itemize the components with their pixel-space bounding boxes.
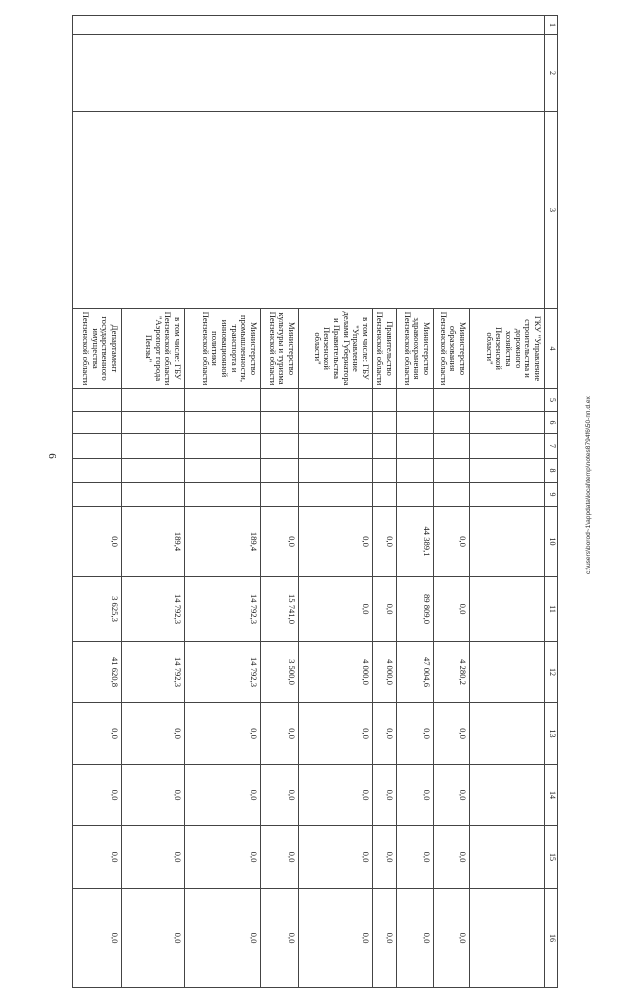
empty-cell [73, 459, 122, 483]
value-cell [470, 703, 545, 765]
cell-col3 [73, 112, 545, 309]
value-cell [470, 889, 545, 988]
value-cell: 0,0 [299, 507, 373, 577]
value-cell [470, 765, 545, 826]
agency-cell: в том числе: ГБУ "Управление делами Губернатора и Правительства Пензенской области" [299, 309, 373, 389]
value-cell [470, 577, 545, 642]
empty-cell [470, 459, 545, 483]
value-cell: 14 792,3 [122, 642, 185, 703]
empty-cell [122, 483, 185, 507]
value-cell: 0,0 [397, 703, 434, 765]
value-cell: 0,0 [434, 889, 470, 988]
empty-cell [73, 434, 122, 459]
cell-col1 [73, 16, 545, 35]
value-cell: 0,0 [299, 577, 373, 642]
value-cell: 15 741,0 [261, 577, 299, 642]
empty-cell [185, 459, 261, 483]
empty-cell [261, 412, 299, 434]
value-cell: 0,0 [434, 703, 470, 765]
value-cell: 0,0 [185, 826, 261, 889]
table-row [470, 16, 545, 988]
value-cell: 189,4 [122, 507, 185, 577]
agency-cell: Министерство промышленности, транспорта и инновационной политики Пензенской области [185, 309, 261, 389]
empty-cell [299, 459, 373, 483]
agency-cell: Министерство культуры и туризма Пензенской области [261, 309, 299, 389]
empty-cell [122, 459, 185, 483]
empty-cell [299, 412, 373, 434]
column-header: 4 [545, 309, 558, 389]
value-cell: 4 000,0 [299, 642, 373, 703]
empty-cell [185, 483, 261, 507]
empty-cell [397, 459, 434, 483]
value-cell: 0,0 [185, 765, 261, 826]
value-cell: 47 004,6 [397, 642, 434, 703]
value-cell: 0,0 [261, 507, 299, 577]
value-cell: 0,0 [122, 703, 185, 765]
value-cell: 0,0 [73, 765, 122, 826]
value-cell [470, 826, 545, 889]
value-cell [470, 507, 545, 577]
value-cell: 0,0 [122, 889, 185, 988]
value-cell: 0,0 [299, 703, 373, 765]
value-cell: 0,0 [434, 507, 470, 577]
value-cell: 0,0 [397, 889, 434, 988]
column-header: 15 [545, 826, 558, 889]
value-cell: 0,0 [261, 889, 299, 988]
value-cell: 0,0 [373, 826, 397, 889]
empty-cell [73, 389, 122, 412]
empty-cell [185, 412, 261, 434]
value-cell: 4 000,0 [373, 642, 397, 703]
empty-cell [397, 412, 434, 434]
empty-cell [434, 389, 470, 412]
value-cell: 0,0 [434, 826, 470, 889]
agency-cell: Департамент государственного имущества Пензенской области [73, 309, 122, 389]
value-cell: 0,0 [73, 826, 122, 889]
value-cell: 14 792,3 [185, 642, 261, 703]
footer-file-path: c:\users\borod~1\appdata\local\temp\notes8794f6\50-пп.d.ex [585, 396, 592, 574]
value-cell: 3 625,3 [73, 577, 122, 642]
value-cell: 0,0 [397, 765, 434, 826]
empty-cell [470, 434, 545, 459]
agency-cell: Министерство образования Пензенской области [434, 309, 470, 389]
empty-cell [261, 459, 299, 483]
value-cell: 0,0 [299, 889, 373, 988]
value-cell: 0,0 [299, 765, 373, 826]
empty-cell [434, 434, 470, 459]
value-cell: 0,0 [73, 703, 122, 765]
column-header: 16 [545, 889, 558, 988]
empty-cell [122, 389, 185, 412]
agency-cell: ГКУ "Управление строительства и дорожного хозяйства Пензенской области" [470, 309, 545, 389]
column-header: 11 [545, 577, 558, 642]
value-cell: 0,0 [373, 703, 397, 765]
value-cell: 0,0 [73, 889, 122, 988]
agency-cell: в том числе: ГБУ Пензенской области "Аэропорт города Пензы" [122, 309, 185, 389]
column-header: 2 [545, 35, 558, 112]
column-header: 6 [545, 412, 558, 434]
empty-cell [122, 434, 185, 459]
empty-cell [299, 389, 373, 412]
value-cell: 0,0 [373, 889, 397, 988]
empty-cell [373, 389, 397, 412]
agency-cell: Министерство здравоохранения Пензенской области [397, 309, 434, 389]
column-number-row [545, 16, 558, 988]
column-header: 10 [545, 507, 558, 577]
column-header: 12 [545, 642, 558, 703]
empty-cell [397, 434, 434, 459]
value-cell: 0,0 [434, 765, 470, 826]
empty-cell [397, 483, 434, 507]
value-cell: 0,0 [261, 826, 299, 889]
empty-cell [397, 389, 434, 412]
value-cell: 0,0 [373, 577, 397, 642]
empty-cell [73, 412, 122, 434]
empty-cell [434, 412, 470, 434]
cell-col2 [73, 35, 545, 112]
budget-table-sheet [76, 15, 558, 944]
value-cell: 3 500,0 [261, 642, 299, 703]
value-cell: 0,0 [397, 826, 434, 889]
value-cell: 0,0 [261, 703, 299, 765]
column-header: 1 [545, 16, 558, 35]
budget-table [72, 15, 558, 988]
empty-cell [185, 389, 261, 412]
empty-cell [373, 434, 397, 459]
value-cell: 0,0 [185, 703, 261, 765]
value-cell: 4 280,2 [434, 642, 470, 703]
empty-cell [299, 434, 373, 459]
empty-cell [373, 412, 397, 434]
empty-cell [73, 483, 122, 507]
empty-cell [261, 434, 299, 459]
value-cell: 0,0 [373, 507, 397, 577]
empty-cell [185, 434, 261, 459]
value-cell: 0,0 [299, 826, 373, 889]
empty-cell [470, 412, 545, 434]
column-header: 7 [545, 434, 558, 459]
column-header: 14 [545, 765, 558, 826]
column-header: 9 [545, 483, 558, 507]
column-header: 5 [545, 389, 558, 412]
empty-cell [373, 459, 397, 483]
empty-cell [434, 483, 470, 507]
empty-cell [122, 412, 185, 434]
empty-cell [261, 483, 299, 507]
column-header: 13 [545, 703, 558, 765]
empty-cell [373, 483, 397, 507]
value-cell: 44 389,1 [397, 507, 434, 577]
value-cell: 0,0 [122, 765, 185, 826]
value-cell: 89 809,0 [397, 577, 434, 642]
empty-cell [261, 389, 299, 412]
value-cell: 0,0 [373, 765, 397, 826]
value-cell: 14 792,3 [185, 577, 261, 642]
column-header: 8 [545, 459, 558, 483]
value-cell: 0,0 [73, 507, 122, 577]
empty-cell [299, 483, 373, 507]
empty-cell [470, 389, 545, 412]
value-cell: 0,0 [434, 577, 470, 642]
empty-cell [470, 483, 545, 507]
value-cell: 0,0 [261, 765, 299, 826]
page-number: 6 [46, 453, 58, 459]
column-header: 3 [545, 112, 558, 309]
value-cell [470, 642, 545, 703]
value-cell: 41 620,8 [73, 642, 122, 703]
value-cell: 14 792,3 [122, 577, 185, 642]
empty-cell [434, 459, 470, 483]
agency-cell: Правительство Пензенской области [373, 309, 397, 389]
value-cell: 0,0 [185, 889, 261, 988]
value-cell: 189,4 [185, 507, 261, 577]
value-cell: 0,0 [122, 826, 185, 889]
